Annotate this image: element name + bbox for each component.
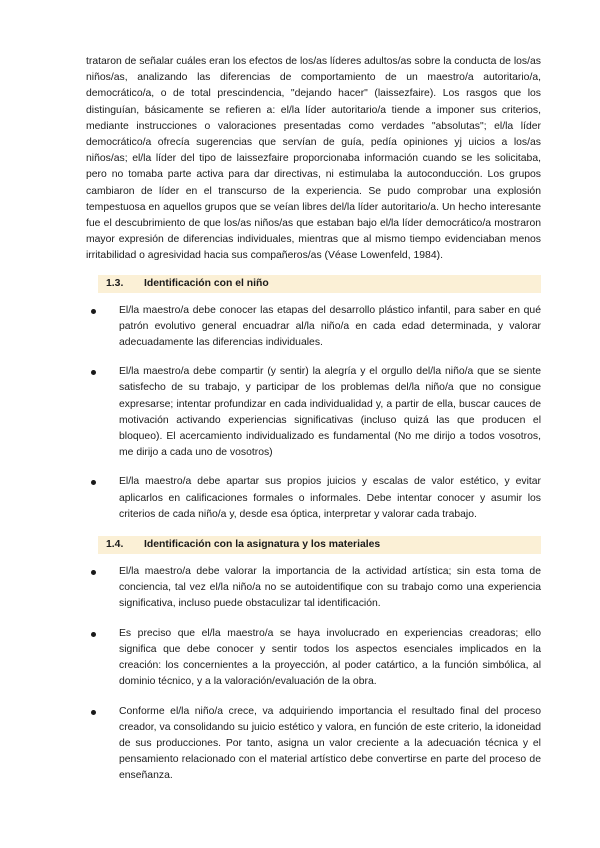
bullet-icon bbox=[91, 710, 96, 715]
list-item-text: Es preciso que el/la maestro/a se haya involucrado en experiencias creadoras; ello significa que debe conocer y sentir todos los aspectos esenciales implicados en la creación: los concernientes a la proyección, al poder catártico, a la función simbólica, al dominio técnico, y a la valoración/evaluación de la obra. bbox=[119, 627, 541, 688]
bullet-icon bbox=[91, 570, 96, 575]
bullet-icon bbox=[91, 309, 96, 314]
list-item-text: El/la maestro/a debe valorar la importancia de la actividad artística; sin esta toma de conciencia, tal vez el/la niño/a no se autoidentifique con su trabajo como una experiencia significativa, incluso puede obstaculizar tal identificación. bbox=[119, 566, 541, 610]
section-heading-1-4 bbox=[98, 536, 541, 554]
list-item-text: El/la maestro/a debe apartar sus propios juicios y escalas de valor estético, y evitar aplicarlos en calificaciones formales o informales. Debe intentar conocer y asumir los criterios de cada niño/a y, desde esa óptica, interpretar y valorar cada trabajo. bbox=[119, 476, 541, 520]
bullet-icon bbox=[91, 370, 96, 375]
document-page bbox=[86, 54, 541, 798]
bullet-icon bbox=[91, 480, 96, 485]
list-item bbox=[86, 564, 541, 613]
section-number: 1.3. bbox=[106, 277, 124, 289]
bullet-list-1-3 bbox=[86, 303, 541, 523]
section-number: 1.4. bbox=[106, 539, 124, 551]
list-item bbox=[86, 303, 541, 352]
list-item bbox=[86, 704, 541, 785]
section-title: Identificación con la asignatura y los materiales bbox=[144, 539, 381, 551]
list-item-text: El/la maestro/a debe conocer las etapas del desarrollo plástico infantil, para saber en qué patrón evolutivo general encuadrar al/la niño/a en cada edad determinada, y valorar adecuadamente las diferencias individuales. bbox=[119, 304, 541, 349]
section-title: Identificación con el niño bbox=[144, 277, 269, 289]
list-item-text: El/la maestro/a debe compartir (y sentir) la alegría y el orgullo del/la niño/a que se siente satisfecho de su trabajo, y participar de los problemas del/la niño/a que no consigue expresarse; intentar profundizar en cada individualidad y, a partir de ella, buscar cauces de motivación activando experiencias significativas (incluso quizá las que producen el bloqueo). El acercamiento individualizado es fundamental (No me dirijo a todos vosotros, me dirijo a cada uno de vosotros) bbox=[119, 366, 541, 459]
list-item bbox=[86, 364, 541, 461]
section-heading-1-3 bbox=[98, 275, 541, 293]
intro-paragraph: trataron de señalar cuáles eran los efectos de los/as líderes adultos/as sobre la conducta de los/as niños/as, analizando las diferencias de comportamiento de un maestro/a autoritario/a, democrático/a, o de total prescindencia, "dejando hacer" (laissezfaire). Los rasgos que los distinguían, básicamente se refieren a: el/la líder autoritario/a tiende a imponer sus criterios, mediante instrucciones o valoraciones presentadas como verdades "absolutas"; el/la líder democrático/a ofrecía sugerencias que servían de guía, pedía opiniones yj uicios a los/as niños/as; el/la líder del tipo de laissezfaire proporcionaba información cuando se les solicitaba, pero no tomaba parte activa para dar directivas, ni estimulaba la autoconducción. Los grupos cambiaron de líder en el transcurso de la experiencia. Se pudo comprobar una explosión tempestuosa en aquellos grupos que se veían libres del/la líder autoritario/a. Un hecho interesante fue el descubrimiento de que los/as niños/as que estaban bajo el/la líder democrático/a mostraron mayor expresión de diferencias individuales, mientras que al mismo tiempo evidenciaban menos irritabilidad o agresividad hacia sus compañeros/as (Véase Lowenfeld, 1984). bbox=[86, 56, 541, 262]
list-item bbox=[86, 626, 541, 691]
bullet-icon bbox=[91, 632, 96, 637]
list-item-text: Conforme el/la niño/a crece, va adquiriendo importancia el resultado final del proceso creador, va consolidando su juicio estético y valora, en función de este criterio, la idoneidad de sus producciones. Por tanto, asigna un valor creciente a la adecuación técnica y el pensamiento relacionado con el material artístico debe convertirse en parte del proceso de enseñanza. bbox=[119, 705, 541, 782]
list-item bbox=[86, 474, 541, 523]
bullet-list-1-4 bbox=[86, 564, 541, 784]
